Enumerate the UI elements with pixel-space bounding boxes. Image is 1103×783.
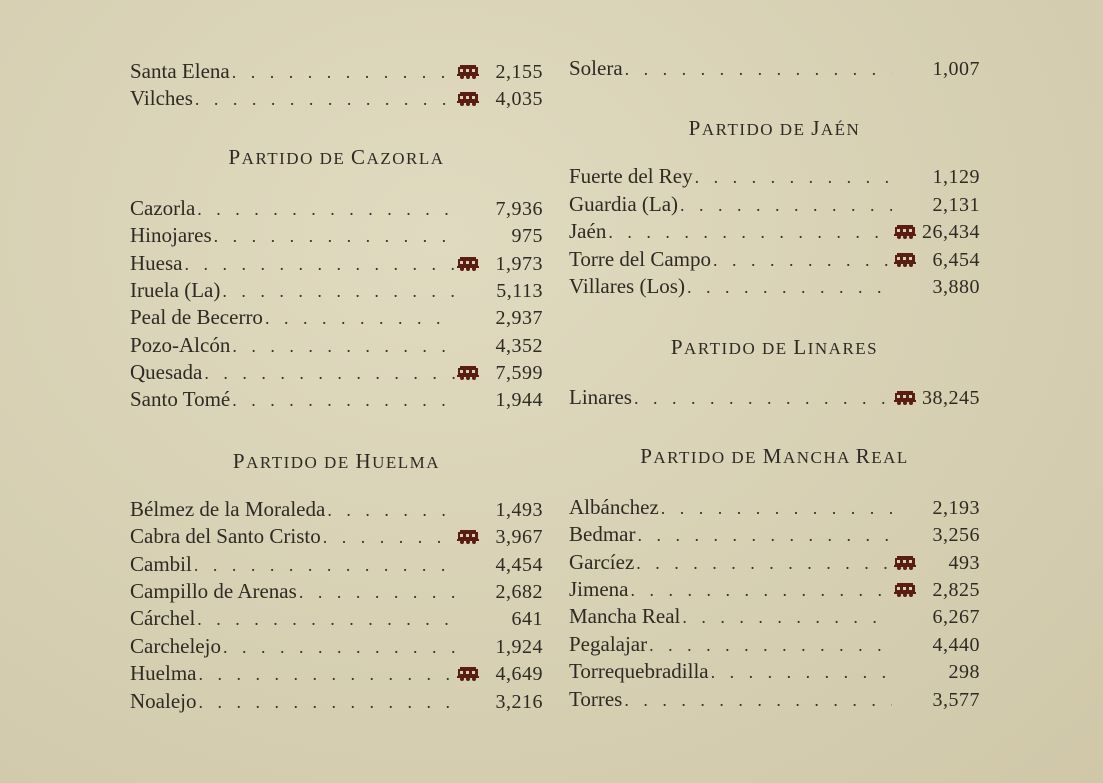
leader-dots — [682, 604, 892, 631]
list-item — [569, 631, 980, 658]
population-value: 2,937 — [495, 307, 543, 329]
place-name: Bedmar — [569, 522, 636, 546]
place-name: Huesa — [130, 251, 183, 275]
place-name: Cambil — [130, 552, 192, 576]
population-value: 2,131 — [932, 194, 980, 216]
heading-partido-jaen: PARTIDO DE JAÉN — [688, 116, 861, 140]
population-value: 3,967 — [495, 526, 543, 548]
population-value: 3,256 — [932, 524, 980, 546]
list-item — [130, 660, 543, 687]
list-item — [130, 222, 543, 249]
leader-dots — [197, 606, 455, 633]
population-value: 975 — [511, 225, 543, 247]
place-name: Cabra del Santo Cristo — [130, 524, 321, 548]
leader-dots — [327, 497, 455, 524]
railway-station-icon — [457, 92, 479, 106]
leader-dots — [323, 524, 455, 551]
leader-dots — [661, 495, 892, 522]
list-item — [569, 246, 980, 273]
list-item — [569, 658, 980, 685]
list-item — [569, 576, 980, 603]
leader-dots — [299, 579, 455, 606]
leader-dots — [649, 632, 892, 659]
population-value: 3,577 — [932, 689, 980, 711]
list-item — [130, 85, 543, 112]
list-item — [130, 578, 543, 605]
place-name: Campillo de Arenas — [130, 579, 297, 603]
list-item — [569, 273, 980, 300]
railway-station-icon — [457, 257, 479, 271]
population-value: 2,682 — [495, 581, 543, 603]
population-value: 4,035 — [495, 88, 543, 110]
leader-dots — [232, 387, 455, 414]
population-value: 38,245 — [922, 387, 980, 409]
list-item — [130, 551, 543, 578]
place-name: Jimena — [569, 577, 629, 601]
list-item — [130, 633, 543, 660]
railway-station-icon — [457, 667, 479, 681]
leader-dots — [680, 192, 892, 219]
list-item — [130, 304, 543, 331]
leader-dots — [197, 196, 455, 223]
rail-placeholder — [894, 62, 916, 76]
list-item — [569, 191, 980, 218]
place-name: Hinojares — [130, 223, 212, 247]
place-name: Villares (Los) — [569, 274, 685, 298]
place-name: Torrequebradilla — [569, 659, 709, 683]
list-item — [130, 386, 543, 413]
railway-station-icon — [894, 225, 916, 239]
list-item — [569, 384, 980, 411]
population-value: 493 — [948, 552, 980, 574]
population-value: 298 — [948, 661, 980, 683]
population-value: 4,649 — [495, 663, 543, 685]
rail-placeholder — [457, 612, 479, 626]
population-value: 2,825 — [932, 579, 980, 601]
rail-placeholder — [894, 693, 916, 707]
place-name: Santa Elena — [130, 59, 230, 83]
rail-placeholder — [894, 665, 916, 679]
leader-dots — [194, 552, 455, 579]
place-name: Guardia (La) — [569, 192, 679, 216]
list-item — [130, 195, 543, 222]
leader-dots — [687, 274, 892, 301]
rail-placeholder — [894, 280, 916, 294]
place-name: Torres — [569, 687, 623, 711]
population-value: 26,434 — [922, 221, 980, 243]
rail-placeholder — [457, 393, 479, 407]
leader-dots — [198, 661, 455, 688]
place-name: Cazorla — [130, 196, 196, 220]
rail-placeholder — [894, 638, 916, 652]
rail-placeholder — [457, 339, 479, 353]
place-name: Garcíez — [569, 550, 635, 574]
list-item — [569, 686, 980, 713]
population-value: 3,216 — [495, 691, 543, 713]
population-value: 1,129 — [932, 166, 980, 188]
rail-placeholder — [457, 640, 479, 654]
leader-dots — [184, 251, 455, 278]
place-name: Peal de Becerro — [130, 305, 263, 329]
population-value: 3,880 — [932, 276, 980, 298]
population-value: 1,924 — [495, 636, 543, 658]
railway-station-icon — [894, 391, 916, 405]
leader-dots — [214, 223, 455, 250]
rail-placeholder — [457, 311, 479, 325]
list-item — [569, 603, 980, 630]
place-name: Jaén — [569, 219, 607, 243]
list-item — [130, 277, 543, 304]
population-value: 7,936 — [495, 198, 543, 220]
place-name: Fuerte del Rey — [569, 164, 693, 188]
place-name: Cárchel — [130, 606, 196, 630]
list-item — [130, 58, 543, 85]
rail-placeholder — [457, 558, 479, 572]
list-item — [130, 332, 543, 359]
list-item — [569, 549, 980, 576]
rail-placeholder — [457, 284, 479, 298]
leader-dots — [265, 305, 455, 332]
rail-placeholder — [894, 501, 916, 515]
rail-placeholder — [894, 170, 916, 184]
leader-dots — [204, 360, 455, 387]
list-item — [130, 496, 543, 523]
list-item — [569, 494, 980, 521]
leader-dots — [223, 634, 455, 661]
place-name: Huelma — [130, 661, 197, 685]
population-value: 1,007 — [932, 58, 980, 80]
population-value: 7,599 — [495, 362, 543, 384]
list-item — [130, 250, 543, 277]
rail-placeholder — [457, 229, 479, 243]
leader-dots — [636, 550, 892, 577]
leader-dots — [198, 689, 455, 716]
railway-station-icon — [894, 583, 916, 597]
list-item — [569, 55, 980, 82]
heading-partido-linares: PARTIDO DE LINARES — [670, 335, 879, 359]
railway-station-icon — [457, 530, 479, 544]
place-name: Santo Tomé — [130, 387, 231, 411]
population-value: 6,267 — [932, 606, 980, 628]
population-value: 4,352 — [495, 335, 543, 357]
rail-placeholder — [457, 695, 479, 709]
population-value: 6,454 — [932, 249, 980, 271]
population-value: 4,440 — [932, 634, 980, 656]
population-value: 1,973 — [495, 253, 543, 275]
leader-dots — [713, 247, 892, 274]
list-item — [130, 359, 543, 386]
place-name: Mancha Real — [569, 604, 681, 628]
place-name: Solera — [569, 56, 623, 80]
heading-partido-mancha-real: PARTIDO DE MANCHA REAL — [640, 444, 909, 468]
list-item — [130, 523, 543, 550]
place-name: Pozo-Alcón — [130, 333, 231, 357]
railway-station-icon — [894, 253, 916, 267]
place-name: Linares — [569, 385, 632, 409]
rail-placeholder — [894, 528, 916, 542]
place-name: Vilches — [130, 86, 193, 110]
place-name: Quesada — [130, 360, 203, 384]
leader-dots — [630, 577, 892, 604]
population-value: 2,193 — [932, 497, 980, 519]
leader-dots — [222, 278, 455, 305]
heading-partido-cazorla: PARTIDO DE CAZORLA — [228, 145, 445, 169]
railway-station-icon — [457, 366, 479, 380]
rail-placeholder — [457, 202, 479, 216]
population-value: 4,454 — [495, 554, 543, 576]
leader-dots — [711, 659, 892, 686]
rail-placeholder — [457, 503, 479, 517]
rail-placeholder — [894, 610, 916, 624]
leader-dots — [195, 86, 455, 113]
railway-station-icon — [894, 556, 916, 570]
place-name: Carchelejo — [130, 634, 221, 658]
place-name: Albánchez — [569, 495, 659, 519]
place-name: Bélmez de la Moraleda — [130, 497, 326, 521]
list-item — [569, 218, 980, 245]
leader-dots — [608, 219, 892, 246]
leader-dots — [695, 164, 892, 191]
population-value: 641 — [511, 608, 543, 630]
leader-dots — [624, 687, 892, 714]
leader-dots — [232, 333, 455, 360]
place-name: Torre del Campo — [569, 247, 711, 271]
leader-dots — [625, 56, 892, 83]
rail-placeholder — [457, 585, 479, 599]
population-value: 1,493 — [495, 499, 543, 521]
railway-station-icon — [457, 65, 479, 79]
place-name: Pegalajar — [569, 632, 648, 656]
leader-dots — [637, 522, 892, 549]
leader-dots — [232, 59, 455, 86]
population-value: 5,113 — [496, 280, 543, 302]
list-item — [130, 605, 543, 632]
list-item — [130, 688, 543, 715]
population-value: 2,155 — [495, 61, 543, 83]
heading-partido-huelma: PARTIDO DE HUELMA — [232, 449, 441, 473]
place-name: Noalejo — [130, 689, 197, 713]
leader-dots — [634, 385, 892, 412]
list-item — [569, 163, 980, 190]
population-value: 1,944 — [495, 389, 543, 411]
rail-placeholder — [894, 198, 916, 212]
place-name: Iruela (La) — [130, 278, 221, 302]
list-item — [569, 521, 980, 548]
